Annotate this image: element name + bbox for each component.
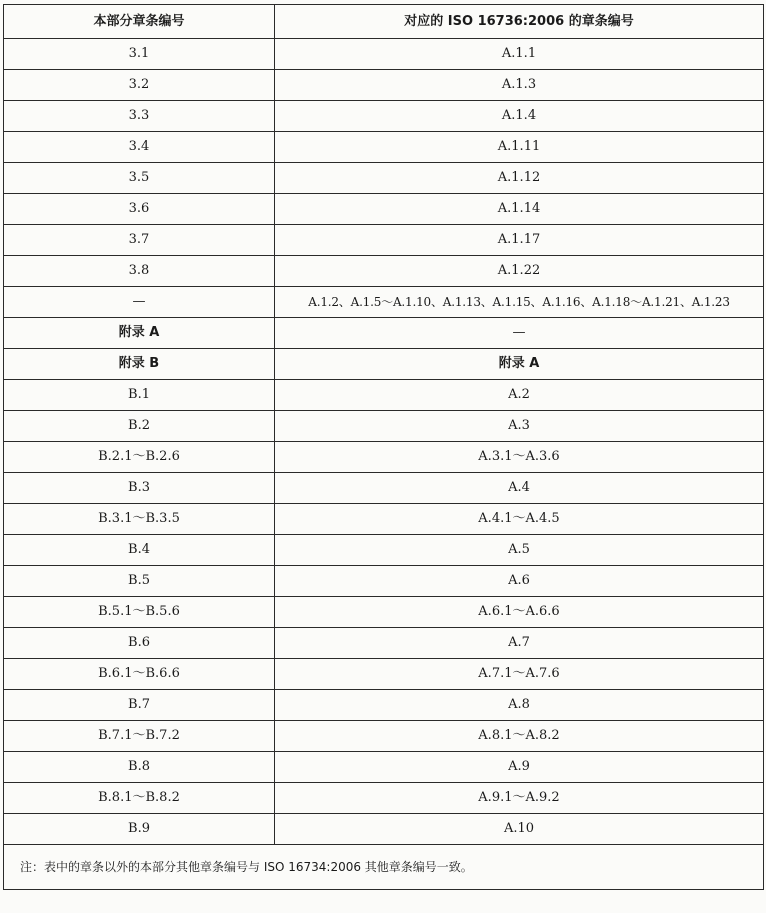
- table-row: [4, 721, 764, 752]
- table-header: [4, 5, 764, 39]
- table-row: [4, 504, 764, 535]
- this-part-clause-cell: 3.1: [4, 39, 275, 70]
- table-row: [4, 380, 764, 411]
- this-part-clause-cell: B.7: [4, 690, 275, 721]
- iso-clause-cell: A.1.14: [275, 194, 764, 225]
- table-row: [4, 783, 764, 814]
- iso-clause-cell: A.6: [275, 566, 764, 597]
- header-this-part-clause: 本部分章条编号: [4, 5, 275, 39]
- this-part-clause-cell: 附录 B: [4, 349, 275, 380]
- table-row: [4, 256, 764, 287]
- this-part-clause-cell: 3.7: [4, 225, 275, 256]
- table-row: [4, 39, 764, 70]
- table-row: [4, 566, 764, 597]
- iso-clause-cell: A.4.1～A.4.5: [275, 504, 764, 535]
- this-part-clause-cell: B.3.1～B.3.5: [4, 504, 275, 535]
- table-row: [4, 225, 764, 256]
- iso-clause-cell: A.9: [275, 752, 764, 783]
- table-row: [4, 628, 764, 659]
- iso-clause-cell: A.1.1: [275, 39, 764, 70]
- iso-clause-cell: A.5: [275, 535, 764, 566]
- this-part-clause-cell: B.8.1～B.8.2: [4, 783, 275, 814]
- this-part-clause-cell: B.2.1～B.2.6: [4, 442, 275, 473]
- iso-clause-cell: A.8.1～A.8.2: [275, 721, 764, 752]
- iso-clause-cell: —: [275, 318, 764, 349]
- table-row: [4, 690, 764, 721]
- table-row: [4, 659, 764, 690]
- this-part-clause-cell: 3.3: [4, 101, 275, 132]
- table-row: [4, 70, 764, 101]
- iso-clause-cell: A.4: [275, 473, 764, 504]
- this-part-clause-cell: B.5.1～B.5.6: [4, 597, 275, 628]
- table-row: [4, 287, 764, 318]
- iso-clause-cell: A.6.1～A.6.6: [275, 597, 764, 628]
- table-row: [4, 349, 764, 380]
- this-part-clause-cell: 3.8: [4, 256, 275, 287]
- table-row: [4, 473, 764, 504]
- this-part-clause-cell: B.6: [4, 628, 275, 659]
- table-row: [4, 101, 764, 132]
- this-part-clause-cell: B.3: [4, 473, 275, 504]
- this-part-clause-cell: —: [4, 287, 275, 318]
- table-row: [4, 442, 764, 473]
- this-part-clause-cell: 3.6: [4, 194, 275, 225]
- iso-clause-cell: A.3: [275, 411, 764, 442]
- table-row: [4, 814, 764, 845]
- this-part-clause-cell: B.4: [4, 535, 275, 566]
- iso-clause-cell: 附录 A: [275, 349, 764, 380]
- header-row: [4, 5, 764, 39]
- header-iso-clause: 对应的 ISO 16736:2006 的章条编号: [275, 5, 764, 39]
- this-part-clause-cell: B.6.1～B.6.6: [4, 659, 275, 690]
- iso-clause-cell: A.8: [275, 690, 764, 721]
- iso-clause-cell: A.10: [275, 814, 764, 845]
- this-part-clause-cell: 3.2: [4, 70, 275, 101]
- this-part-clause-cell: 3.5: [4, 163, 275, 194]
- this-part-clause-cell: B.2: [4, 411, 275, 442]
- this-part-clause-cell: B.1: [4, 380, 275, 411]
- this-part-clause-cell: B.8: [4, 752, 275, 783]
- iso-clause-cell: A.1.17: [275, 225, 764, 256]
- this-part-clause-cell: B.9: [4, 814, 275, 845]
- table-row: [4, 132, 764, 163]
- table-row: [4, 318, 764, 349]
- this-part-clause-cell: B.7.1～B.7.2: [4, 721, 275, 752]
- iso-clause-cell: A.3.1～A.3.6: [275, 442, 764, 473]
- table-body: [4, 39, 764, 845]
- iso-clause-cell: A.7: [275, 628, 764, 659]
- note-row: [4, 845, 764, 890]
- iso-clause-cell: A.9.1～A.9.2: [275, 783, 764, 814]
- iso-clause-cell: A.2: [275, 380, 764, 411]
- iso-clause-cell: A.7.1～A.7.6: [275, 659, 764, 690]
- clause-mapping-table: [3, 4, 764, 890]
- table-row: [4, 597, 764, 628]
- iso-clause-cell: A.1.11: [275, 132, 764, 163]
- table-row: [4, 411, 764, 442]
- table-footer: [4, 845, 764, 890]
- table-row: [4, 163, 764, 194]
- table-note: 注：表中的章条以外的本部分其他章条编号与 ISO 16734:2006 其他章条编号一致。: [4, 845, 764, 890]
- table-row: [4, 535, 764, 566]
- iso-clause-cell: A.1.2、A.1.5～A.1.10、A.1.13、A.1.15、A.1.16、A.1.18～A.1.21、A.1.23: [275, 287, 764, 318]
- iso-clause-cell: A.1.22: [275, 256, 764, 287]
- this-part-clause-cell: B.5: [4, 566, 275, 597]
- table-row: [4, 752, 764, 783]
- table-row: [4, 194, 764, 225]
- iso-clause-cell: A.1.3: [275, 70, 764, 101]
- iso-clause-cell: A.1.4: [275, 101, 764, 132]
- this-part-clause-cell: 附录 A: [4, 318, 275, 349]
- iso-clause-cell: A.1.12: [275, 163, 764, 194]
- this-part-clause-cell: 3.4: [4, 132, 275, 163]
